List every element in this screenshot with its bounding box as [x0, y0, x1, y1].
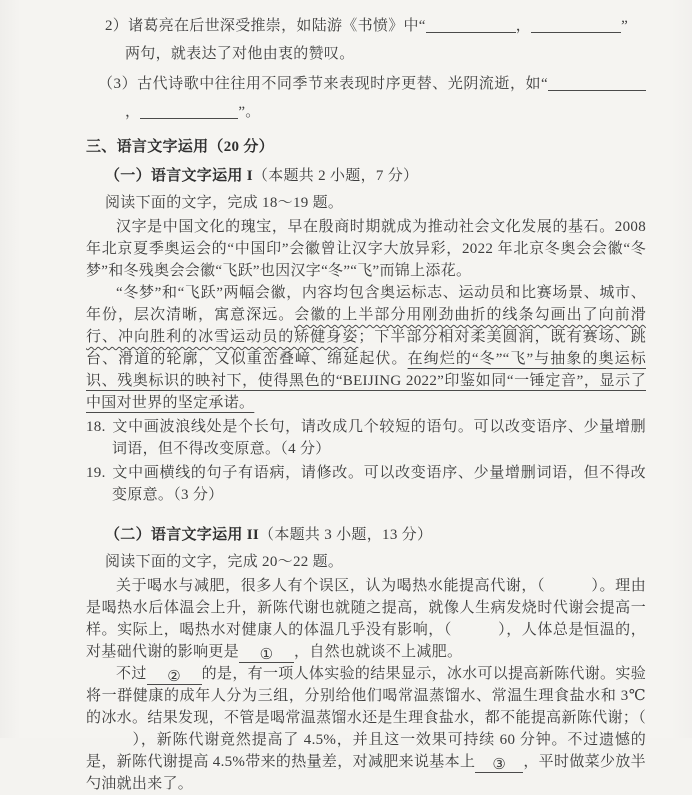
item-text: ”。 — [238, 104, 261, 120]
passage-text: ），人体总是恒温的，对基础代谢的影响更是 — [86, 622, 646, 660]
item-text: 两句，就表达了对他由衷的赞叹。 — [125, 46, 355, 62]
item-number: 2） — [105, 18, 129, 34]
passage-text: 不过 — [116, 666, 147, 682]
read-instruction: 阅读下面的文字，完成 18～19 题。 — [105, 195, 344, 211]
passage-text: ；下半部分相对柔美圆润，既有赛场、跳台、滑道的轮廓，又似重峦叠嶂、绵延起伏。 — [86, 329, 646, 367]
section-spacer — [86, 506, 646, 518]
passage-text: ，自然也就谈不上减肥。 — [294, 644, 463, 660]
section-heading: 三、语言文字运用（20 分） — [86, 139, 274, 155]
fill-in-item-2 — [86, 12, 646, 68]
numbered-blank-1: ① — [239, 647, 294, 663]
read-instruction: 阅读下面的文字，完成 20～22 题。 — [105, 554, 344, 570]
subsection-meta: （本题共 3 小题，13 分） — [259, 527, 433, 543]
bracket-blank — [545, 589, 591, 590]
passage-text: ），新陈代谢竟然提高了 4.5%，并且这一效果可持续 60 分钟。不过遗憾的是，新陈代谢提高 4.5%带来的热量差，对减肥来说基本上 — [86, 732, 646, 770]
item-text: ， — [515, 18, 532, 34]
passage-text: 关于喝水与减肥，很多人有个误区，认为喝热水能提高代谢，（ — [116, 578, 546, 594]
passage-text: ）。理由是喝热水后体温会上升，新陈代谢也就随之提高，就像人生病发烧时代谢会提高一样。实际上，喝热水对健康人的体温几乎没有影响，（ — [86, 578, 646, 638]
question-18 — [86, 416, 646, 460]
subsection-title: （一）语言文字运用 I — [105, 168, 253, 184]
subsection-heading-part1 — [86, 164, 646, 188]
passage-text: 的是，有一项人体实验的结果显示，冰水可以提高新陈代谢。实验将一群健康的成年人分为三组，分别给他们喝常温蒸馏水、常温生理食盐水和 3℃的冰水。结果发现，不管是喝常温蒸馏水还是生理食盐水，都不能提高新陈代谢；（ — [86, 666, 647, 726]
item-text: ， — [125, 104, 141, 120]
subsection-meta: （本题共 2 小题，7 分） — [252, 168, 419, 184]
bracket-blank — [86, 743, 132, 744]
fill-in-item-3 — [86, 70, 646, 126]
passage-text: “冬梦”和“飞跃”两幅会徽，内容均包含奥运标志、运动员和比赛场景、城市、年份，层次清晰，寓意深远。 — [86, 285, 646, 323]
answer-blank — [426, 17, 516, 33]
wavy-underlined-sentence: 会徽的上半部分用刚劲曲折的线条勾画出了向前滑行、冲向胜利的冰雪运动员的矫健身姿 — [86, 307, 646, 345]
passage-text: ，平时做菜少放半勺油就出来了。 — [86, 754, 646, 792]
numbered-blank-3: ③ — [475, 757, 523, 773]
item-number: （3） — [98, 76, 138, 92]
subsection-title: （二）语言文字运用 II — [105, 527, 260, 543]
numbered-blank-2: ② — [147, 669, 202, 685]
answer-blank — [548, 75, 646, 91]
subsection-heading-part2 — [86, 523, 646, 547]
item-text: 诸葛亮在后世深受推崇，如陆游《书愤》中“ — [128, 18, 426, 34]
passage2-paragraph-1 — [86, 575, 646, 663]
answer-blank — [140, 103, 238, 119]
underlined-sentence: 在绚烂的“冬”“飞”与抽象的奥运标识、残奥标识的映衬下，使得黑色的“BEIJING 2022”印鉴如同“一锤定音”，显示了中国对世界的坚定承诺。 — [86, 351, 646, 411]
passage-paragraph-2 — [86, 282, 646, 414]
question-text: 文中画波浪线处是个长句，请改成几个较短的语句。可以改变语序、少量增删词语，但不得改变原意。（4 分） — [112, 419, 646, 457]
item-text: 古代诗歌中往往用不同季节来表现时序更替、光阴流逝，如“ — [137, 76, 548, 92]
question-number: 19. — [86, 465, 106, 481]
item-text: ” — [621, 18, 629, 34]
bracket-blank — [452, 633, 498, 634]
question-19 — [86, 462, 646, 506]
answer-blank — [531, 17, 621, 33]
question-text: 文中画横线的句子有语病，请修改。可以改变语序、少量增删词语，但不得改变原意。（3 分） — [112, 465, 646, 503]
passage-paragraph-1: 汉字是中国文化的瑰宝，早在殷商时期就成为推动社会文化发展的基石。2008 年北京夏季奥运会的“中国印”会徽曾让汉字大放异彩，2022 年北京冬奥会会徽“冬梦”和冬残奥会会徽“飞跃”也因汉字“冬”“飞”而锦上添花。 — [86, 219, 646, 279]
passage2-paragraph-2 — [86, 663, 646, 795]
question-number: 18. — [86, 419, 106, 435]
